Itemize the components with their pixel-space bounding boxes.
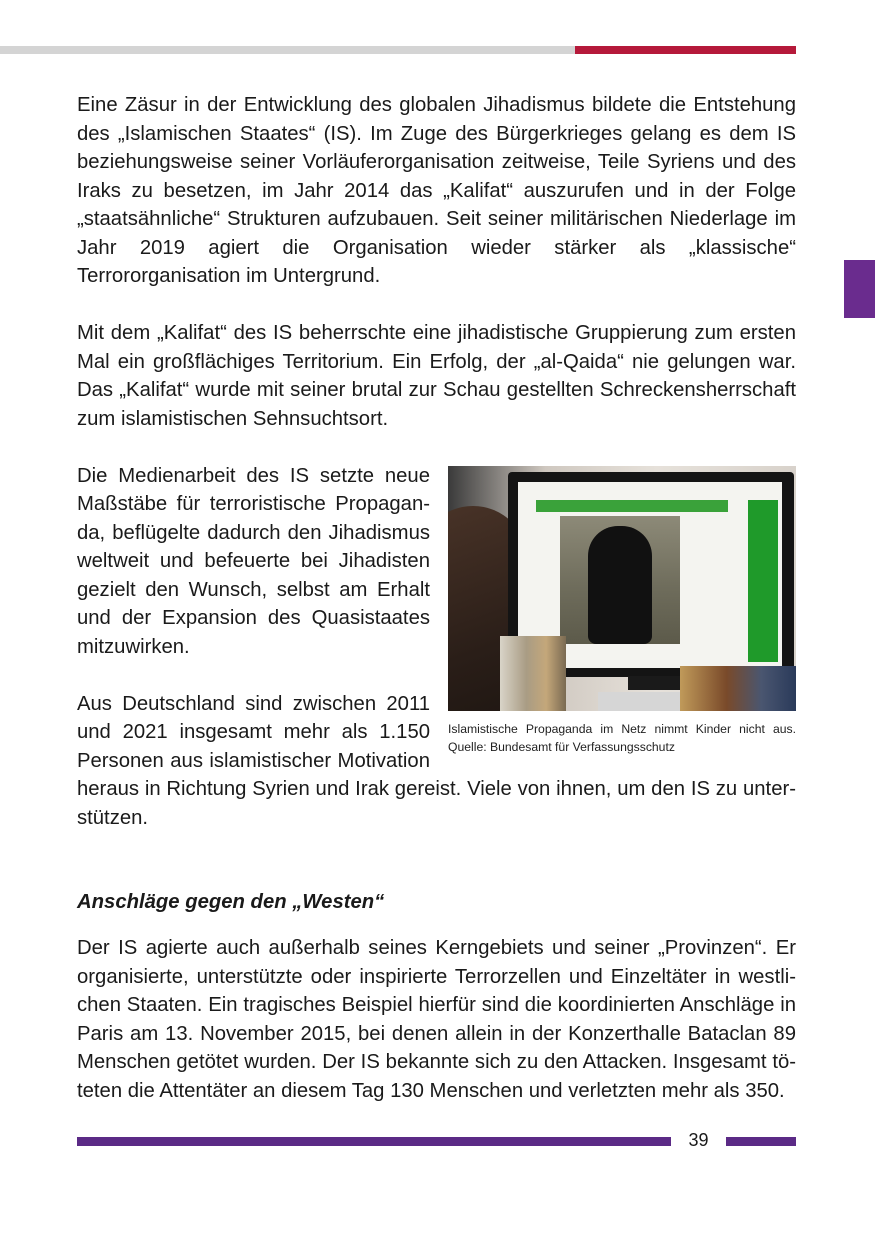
figure-propaganda bbox=[448, 466, 796, 756]
photo-screen-figure bbox=[588, 526, 652, 644]
header-rule-accent bbox=[575, 46, 796, 54]
page-number: 39 bbox=[688, 1130, 709, 1150]
page-content bbox=[77, 91, 796, 1105]
body-paragraph-2: Mit dem „Kalifat“ des IS beherrschte eine jihadistische Gruppierung zum ersten Mal ein großflächiges Territorium. Ein Erfolg, der „al-Qaida“ nie gelungen war. Das „Kalifat“ wurde mit seiner brutal zur Schau gestellten Schreckensherrschaft zum islamistischen Sehnsuchtsort. bbox=[77, 322, 796, 430]
body-paragraph-4: Aus Deutschland sind zwischen 2011 und 2021 insgesamt mehr als 1.150 Personen aus islamistischer Motivation heraus in Richtung Syrien und Irak gereist. Viele von ihnen, um den IS zu unterstützen. bbox=[77, 692, 796, 829]
section-heading: Anschläge gegen den „Westen“ bbox=[77, 891, 385, 913]
caption-text: Islamistische Propaganda im Netz nimmt Kinder nicht aus. bbox=[448, 721, 796, 736]
body-paragraph-5: Der IS agierte auch außerhalb seines Kerngebiets und seiner „Provinzen“. Er organisierte, unterstützte oder inspirierte Terrorzellen und Einzeltäter in westlichen Staaten. Ein tragisches Beispiel hierfür sind die koordinierten Anschläge in Paris am 13. November 2015, bei denen allein in der Konzerthalle Bataclan 89 Menschen getötet wurden. Der IS bekannte sich zu den Attacken. Insgesamt töteten die Attentäter an diesem Tag 130 Menschen und verletzten mehr als 350. bbox=[77, 937, 796, 1102]
photo-screen-header-bar bbox=[536, 500, 728, 512]
footer-rule-right bbox=[726, 1137, 796, 1146]
photo-magazines bbox=[680, 666, 796, 711]
photo-screen-side-panel bbox=[748, 500, 778, 662]
footer-rule-left bbox=[77, 1137, 671, 1146]
figure-caption bbox=[448, 720, 796, 756]
caption-source: Quelle: Bundesamt für Verfassungsschutz bbox=[448, 739, 675, 754]
propaganda-photo bbox=[448, 466, 796, 711]
chapter-side-tab bbox=[844, 260, 875, 318]
body-paragraph-3: Die Medienarbeit des IS setzte neue Maßstäbe für terroristische Propaganda, beflügelte dadurch den Jihadismus weltweit und befeuerte bei Jihadisten gezielt den Wunsch, selbst am Erhalt und der Expansion des Quasistaates mitzuwirken. bbox=[77, 464, 430, 658]
photo-books bbox=[500, 636, 566, 711]
header-rule-gray bbox=[0, 46, 575, 54]
body-paragraph-1: Eine Zäsur in der Entwicklung des globalen Jihadismus bildete die Entstehung des „Islamischen Staates“ (IS). Im Zuge des Bürgerkrieges gelang es dem IS beziehungsweise seiner Vorläuferorganisation zeitweise, Teile Syriens und des Iraks zu besetzen, im Jahr 2014 das „Kalifat“ auszurufen und in der Folge „staatsähnliche“ Strukturen aufzubauen. Seit seiner militärischen Niederlage im Jahr 2019 agiert die Organisation wieder stärker als „klassische“ Terrororganisation im Untergrund. bbox=[77, 94, 796, 287]
